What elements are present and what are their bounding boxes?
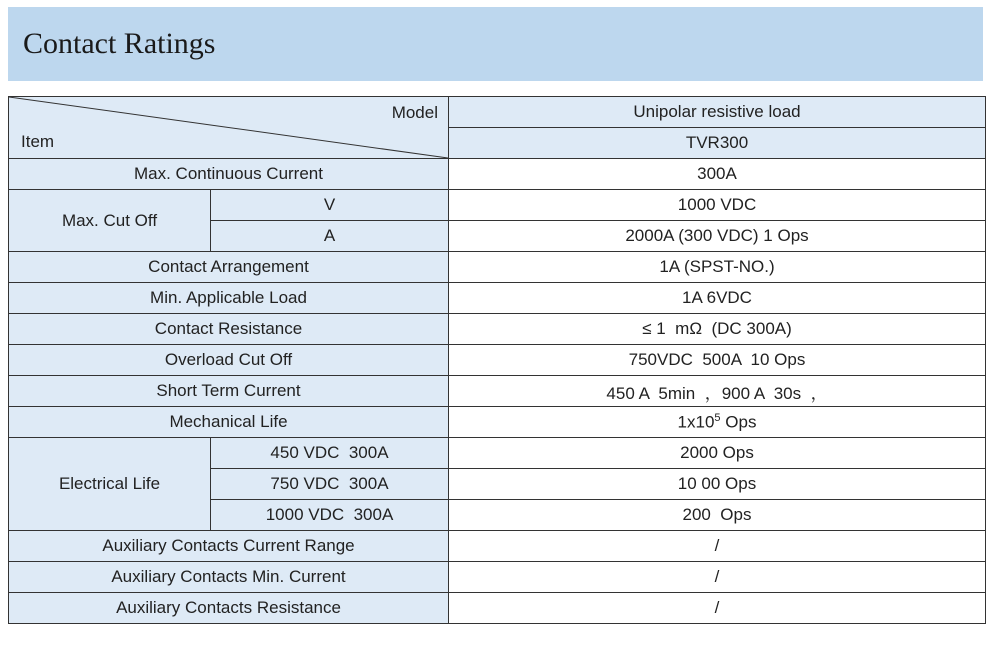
- row-value: 1000 VDC: [449, 190, 986, 221]
- row-value: 1A (SPST-NO.): [449, 252, 986, 283]
- row-sublabel: A: [211, 221, 449, 252]
- row-value: ≤ 1 mΩ (DC 300A): [449, 314, 986, 345]
- row-value: 2000A (300 VDC) 1 Ops: [449, 221, 986, 252]
- row-sublabel: 750 VDC 300A: [211, 469, 449, 500]
- row-value: 200 Ops: [449, 500, 986, 531]
- row-label: Mechanical Life: [9, 407, 449, 438]
- row-value: 10 00 Ops: [449, 469, 986, 500]
- header-corner-cell: [9, 97, 449, 159]
- title-banner: [8, 7, 983, 81]
- table-row: [9, 593, 986, 624]
- row-label: Auxiliary Contacts Resistance: [9, 593, 449, 624]
- row-sublabel: V: [211, 190, 449, 221]
- row-label: Max. Continuous Current: [9, 159, 449, 190]
- row-label: Auxiliary Contacts Current Range: [9, 531, 449, 562]
- mechanical-life-unit: Ops: [720, 412, 757, 432]
- table-row: [9, 283, 986, 314]
- table-row: [9, 345, 986, 376]
- mechanical-life-exponent: 5: [714, 411, 721, 424]
- row-value: 300A: [449, 159, 986, 190]
- table-header-row: [9, 97, 986, 128]
- row-sublabel: 1000 VDC 300A: [211, 500, 449, 531]
- row-value: 1A 6VDC: [449, 283, 986, 314]
- row-label: Contact Resistance: [9, 314, 449, 345]
- page-title: Contact Ratings: [23, 27, 216, 60]
- table-row: [9, 314, 986, 345]
- row-label: Short Term Current: [9, 376, 449, 407]
- header-load-type: Unipolar resistive load: [449, 97, 986, 128]
- table-row: [9, 252, 986, 283]
- mechanical-life-base: 1x10: [677, 412, 715, 432]
- row-label: Max. Cut Off: [9, 190, 211, 252]
- table-row: [9, 159, 986, 190]
- row-label: Auxiliary Contacts Min. Current: [9, 562, 449, 593]
- row-sublabel: 450 VDC 300A: [211, 438, 449, 469]
- table-row: [9, 438, 986, 469]
- row-label: Electrical Life: [9, 438, 211, 531]
- table-row: [9, 407, 986, 438]
- header-model-name: TVR300: [449, 128, 986, 159]
- header-model-label: Model: [391, 103, 438, 122]
- row-label: Min. Applicable Load: [9, 283, 449, 314]
- table-row: [9, 190, 986, 221]
- header-item-label: Item: [21, 132, 55, 151]
- row-value: 450 A 5min ，900 A 30s ，: [449, 376, 986, 407]
- row-value: [449, 407, 986, 438]
- row-label: Contact Arrangement: [9, 252, 449, 283]
- contact-ratings-table: [8, 96, 986, 624]
- row-value: /: [449, 593, 986, 624]
- row-value: 2000 Ops: [449, 438, 986, 469]
- table-row: [9, 531, 986, 562]
- row-value: /: [449, 531, 986, 562]
- table-row: [9, 562, 986, 593]
- diagonal-divider: [9, 97, 448, 158]
- row-value: 750VDC 500A 10 Ops: [449, 345, 986, 376]
- row-label: Overload Cut Off: [9, 345, 449, 376]
- row-value: /: [449, 562, 986, 593]
- table-row: [9, 376, 986, 407]
